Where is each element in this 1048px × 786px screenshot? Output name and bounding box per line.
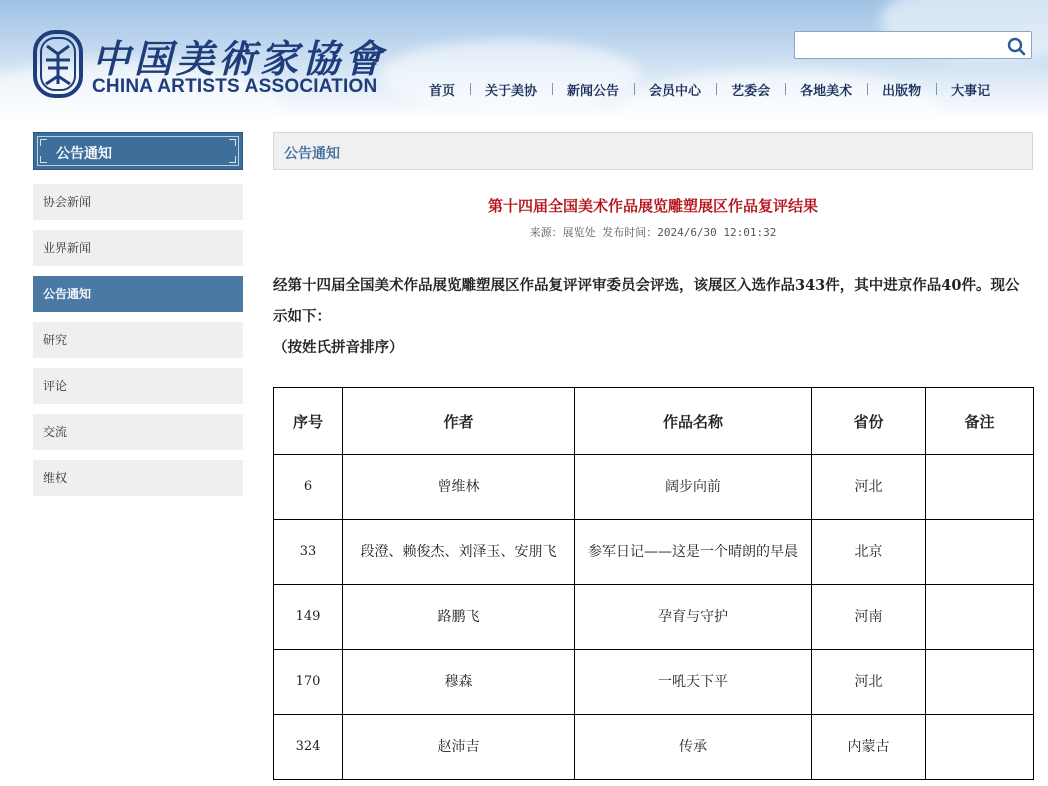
cell-province: 内蒙古 bbox=[812, 715, 926, 780]
cell-remarks bbox=[926, 585, 1034, 650]
cell-author: 路鹏飞 bbox=[343, 585, 575, 650]
results-table bbox=[273, 387, 1034, 780]
sidebar-title-label: 公告通知 bbox=[56, 146, 112, 162]
cell-work-title: 阔步向前 bbox=[575, 455, 812, 520]
cell-remarks bbox=[926, 650, 1034, 715]
nav-chronicle[interactable]: 大事记 bbox=[936, 80, 1005, 99]
nav-art-committee[interactable]: 艺委会 bbox=[716, 80, 785, 99]
article-meta: 来源：展览处 发布时间：2024/6/30 12:01:32 bbox=[529, 226, 777, 239]
nav-about[interactable]: 关于美协 bbox=[470, 80, 552, 99]
table-row bbox=[274, 520, 1034, 585]
nav-regional-art[interactable]: 各地美术 bbox=[785, 80, 867, 99]
sidebar-item-industry-news[interactable]: 业界新闻 bbox=[33, 230, 243, 266]
logo-english-text: CHINA ARTISTS ASSOCIATION bbox=[92, 76, 378, 97]
cell-remarks bbox=[926, 455, 1034, 520]
cell-province: 河北 bbox=[812, 650, 926, 715]
sidebar-menu bbox=[33, 184, 243, 506]
cell-work-title: 参军日记——这是一个晴朗的早晨 bbox=[575, 520, 812, 585]
sidebar-item-research[interactable]: 研究 bbox=[33, 322, 243, 358]
cell-author: 穆森 bbox=[343, 650, 575, 715]
section-title: 公告通知 bbox=[284, 146, 340, 162]
cell-number: 149 bbox=[274, 585, 343, 650]
main-nav bbox=[414, 80, 1005, 98]
article-title: 第十四届全国美术作品展览雕塑展区作品复评结果 bbox=[487, 197, 818, 215]
sidebar-item-exchange[interactable]: 交流 bbox=[33, 414, 243, 450]
nav-news[interactable]: 新闻公告 bbox=[552, 80, 634, 99]
sidebar-item-announcements[interactable]: 公告通知 bbox=[33, 276, 243, 312]
table-row bbox=[274, 650, 1034, 715]
nav-members[interactable]: 会员中心 bbox=[634, 80, 716, 99]
sidebar-title bbox=[33, 132, 243, 170]
search-box bbox=[794, 31, 1032, 59]
cell-remarks bbox=[926, 715, 1034, 780]
site-logo[interactable] bbox=[32, 26, 392, 104]
cell-author: 段澄、赖俊杰、刘泽玉、安朋飞 bbox=[343, 520, 575, 585]
cell-province: 河北 bbox=[812, 455, 926, 520]
section-header-bar bbox=[273, 132, 1033, 170]
cell-work-title: 孕育与守护 bbox=[575, 585, 812, 650]
column-header-author: 作者 bbox=[343, 388, 575, 455]
association-emblem-icon bbox=[32, 28, 84, 100]
table-row bbox=[274, 715, 1034, 780]
table-row bbox=[274, 455, 1034, 520]
column-header-work-title: 作品名称 bbox=[575, 388, 812, 455]
sidebar-item-association-news[interactable]: 协会新闻 bbox=[33, 184, 243, 220]
cell-province: 北京 bbox=[812, 520, 926, 585]
sidebar-item-rights[interactable]: 维权 bbox=[33, 460, 243, 496]
cell-remarks bbox=[926, 520, 1034, 585]
cell-work-title: 传承 bbox=[575, 715, 812, 780]
article-sort-note: （按姓氏拼音排序） bbox=[273, 339, 404, 356]
cell-number: 170 bbox=[274, 650, 343, 715]
article-paragraph: 经第十四届全国美术作品展览雕塑展区作品复评评审委员会评选，该展区入选作品343件，其中进京作品40件。现公示如下： bbox=[273, 277, 1020, 325]
logo-chinese-text: 中国美術家協會 bbox=[92, 36, 387, 81]
cell-author: 赵沛吉 bbox=[343, 715, 575, 780]
search-icon[interactable] bbox=[1006, 36, 1026, 56]
table-row bbox=[274, 585, 1034, 650]
table-header-row bbox=[274, 388, 1034, 455]
search-input[interactable] bbox=[795, 32, 1001, 58]
cell-author: 曾维林 bbox=[343, 455, 575, 520]
cell-number: 324 bbox=[274, 715, 343, 780]
sidebar-item-commentary[interactable]: 评论 bbox=[33, 368, 243, 404]
nav-home[interactable]: 首页 bbox=[429, 83, 456, 99]
column-header-number: 序号 bbox=[274, 388, 343, 455]
column-header-remarks: 备注 bbox=[926, 388, 1034, 455]
cell-province: 河南 bbox=[812, 585, 926, 650]
article-body bbox=[273, 270, 1033, 363]
column-header-province: 省份 bbox=[812, 388, 926, 455]
cell-work-title: 一吼天下平 bbox=[575, 650, 812, 715]
site-header bbox=[0, 0, 1048, 120]
cell-number: 33 bbox=[274, 520, 343, 585]
nav-publications[interactable]: 出版物 bbox=[867, 80, 936, 99]
cell-number: 6 bbox=[274, 455, 343, 520]
